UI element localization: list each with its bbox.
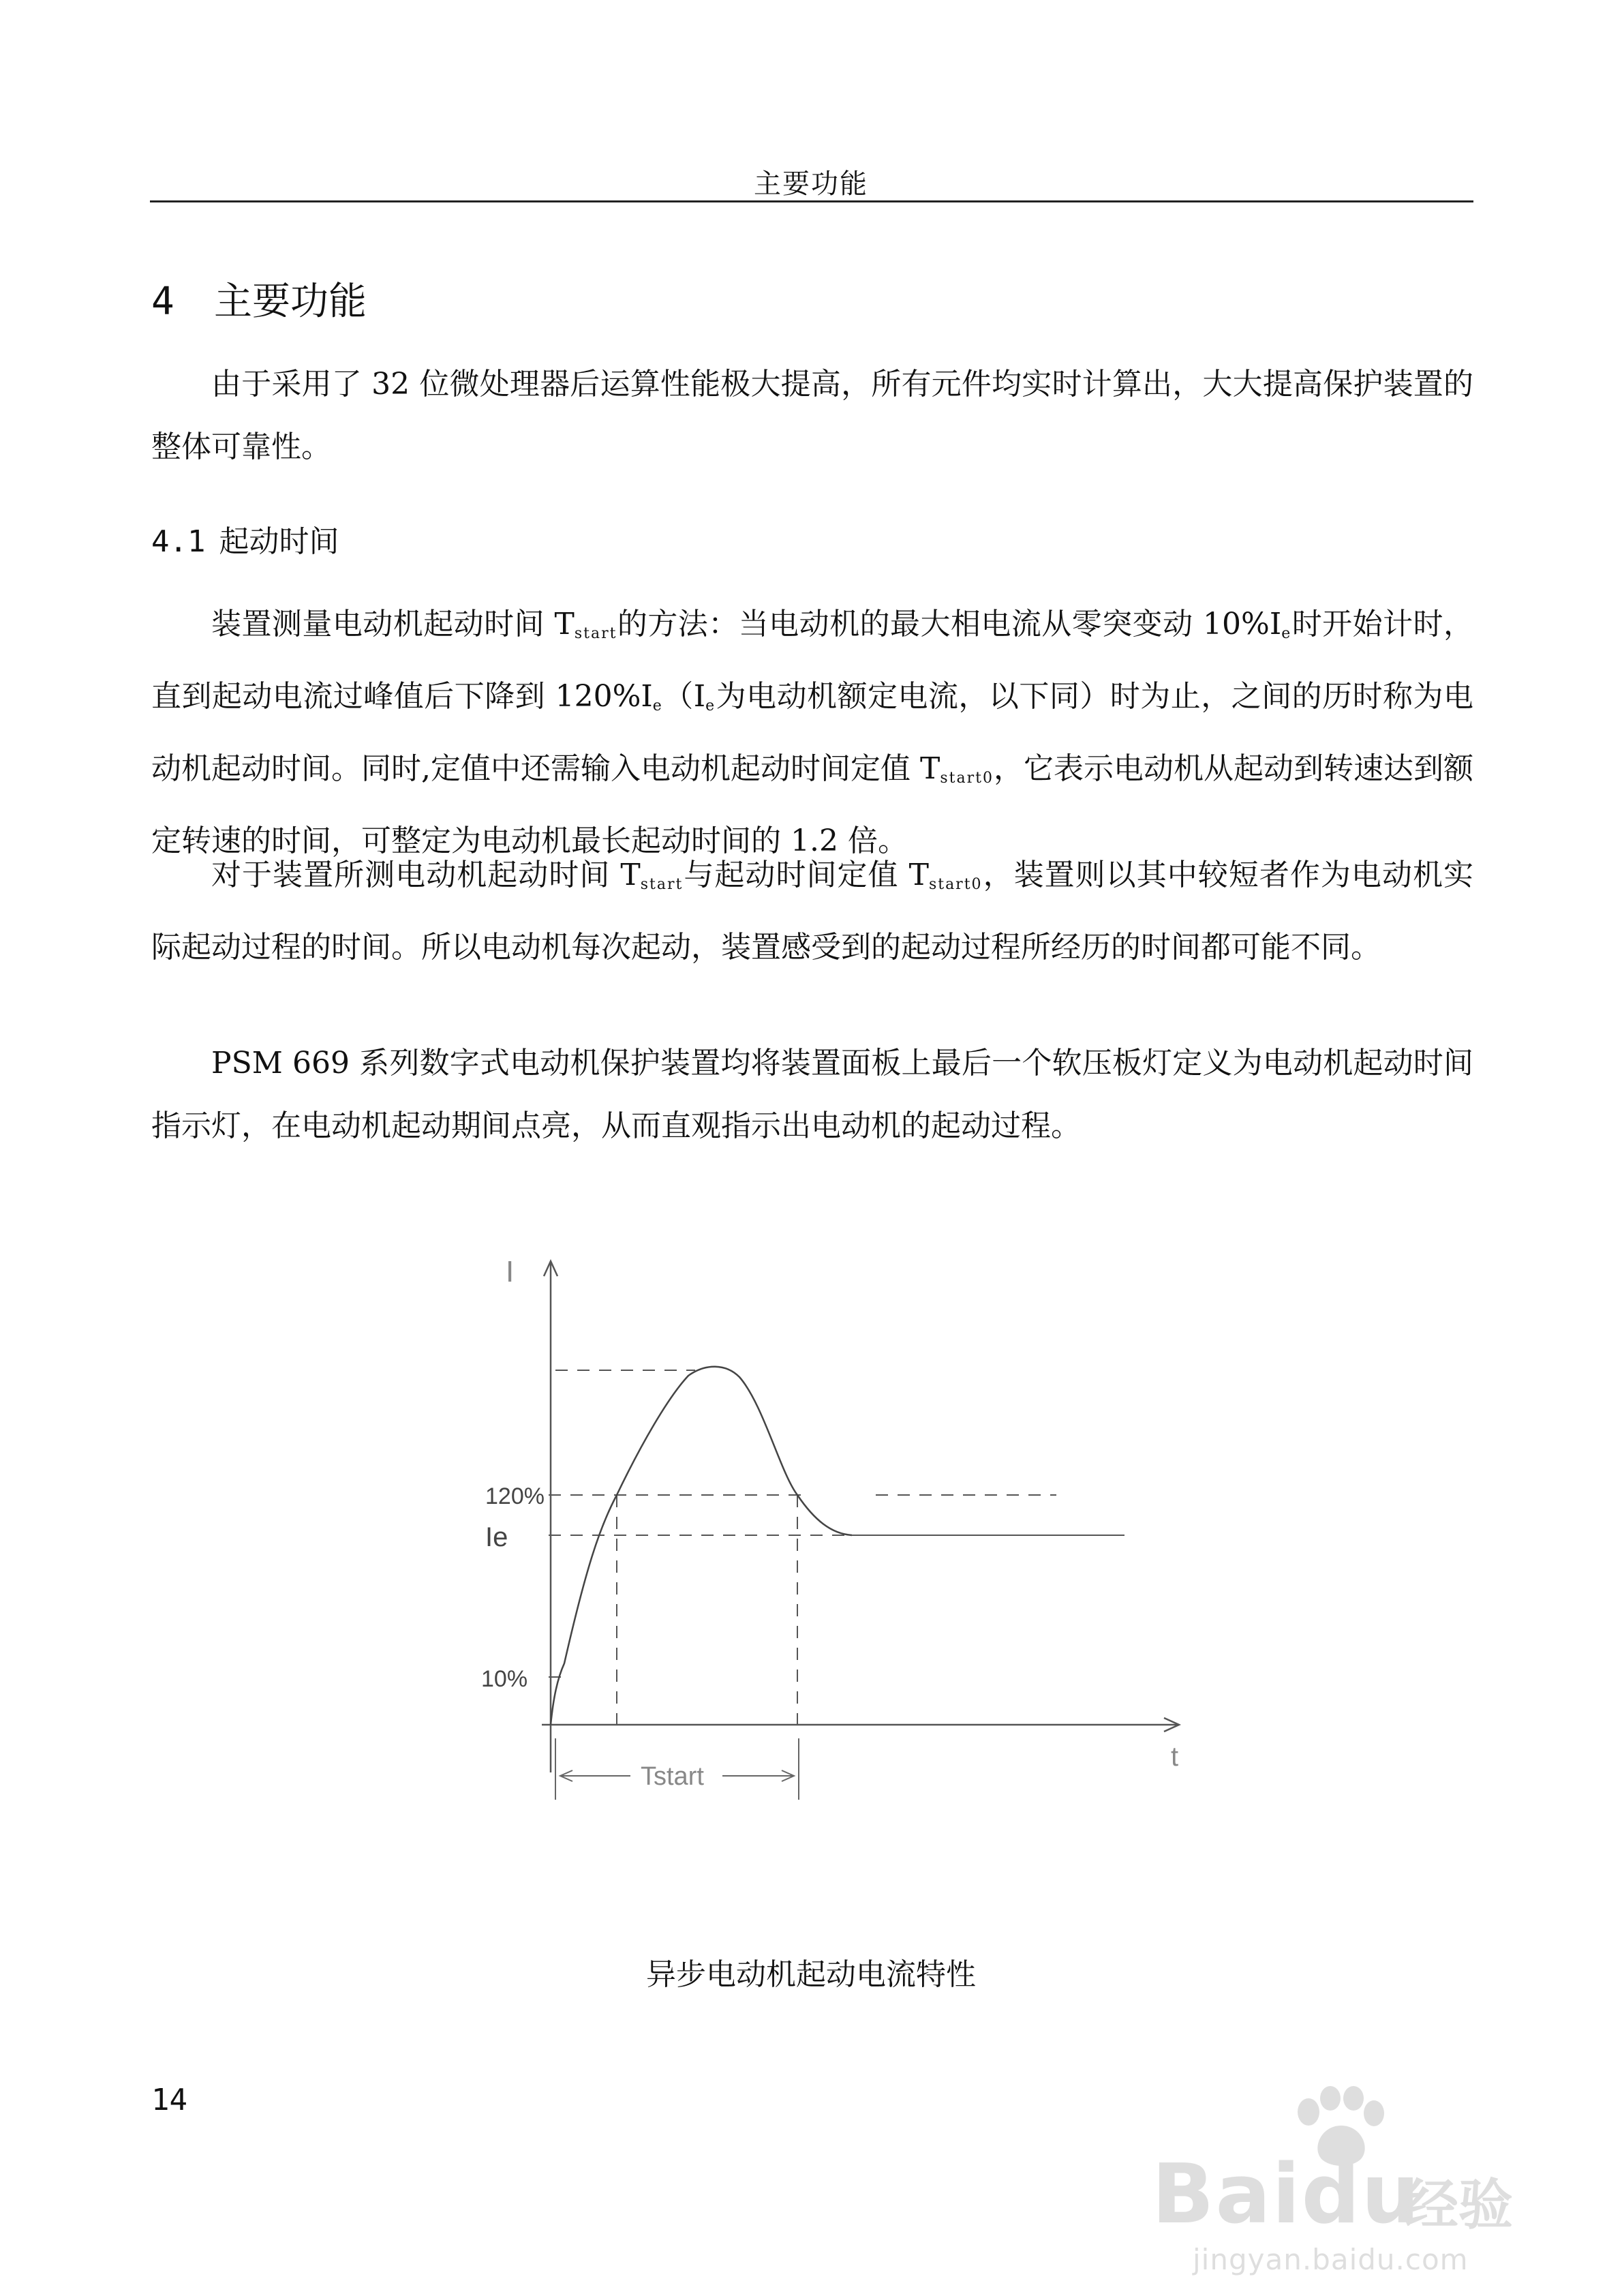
p2-sub-a: start xyxy=(640,876,684,893)
paragraph-indicator: PSM 669 系列数字式电动机保护装置均将装置面板上最后一个软压板灯定义为电动机起动时间指示灯，在电动机起动期间点亮，从而直观指示出电动机的起动过程。 xyxy=(151,1046,1473,1143)
baidu-logo-du: du xyxy=(1301,2147,1421,2242)
jingyan-text: 经验 xyxy=(1404,2173,1513,2237)
subsection-title-text: 起动时间 xyxy=(219,524,339,559)
startup-current-figure xyxy=(450,1234,1213,1820)
p1-sub-c: e xyxy=(652,697,663,714)
p2-sub-b: start0 xyxy=(928,876,983,893)
page-number: 14 xyxy=(151,2083,187,2117)
p1-text-b: 的方法：当电动机的最大相电流从零突变动 10%I xyxy=(617,607,1282,641)
p1-text-a: 装置测量电动机起动时间 T xyxy=(211,607,575,641)
section-title xyxy=(151,271,367,326)
subsection-number: 4.1 xyxy=(151,524,206,559)
p1-text-e: 为电动机额定电流，以下同）时为止，之间的历时称为电动机起动时间。同时,定值中还需输入电动机起动时间定值 T xyxy=(151,679,1473,786)
paragraph-start-time xyxy=(151,593,1473,873)
baidu-logo-bai: Bai xyxy=(1152,2147,1302,2242)
p2-text-b: 与起动时间定值 T xyxy=(683,858,929,892)
header-rule xyxy=(150,200,1473,202)
p1-sub-e: start0 xyxy=(940,770,994,787)
p1-text-f: ，它表示电动机从起动到转速达到额定转速的时间，可整定为电动机最长起动时间的 1.2 倍。 xyxy=(151,751,1473,858)
baidu-logo xyxy=(1152,2147,1421,2242)
tstart-label: Tstart xyxy=(641,1762,704,1791)
p1-sub-b: e xyxy=(1281,625,1292,642)
subsection-title xyxy=(151,517,339,560)
running-header: 主要功能 xyxy=(754,168,868,200)
section-title-text: 主要功能 xyxy=(214,280,367,324)
y-axis-label: I xyxy=(506,1255,515,1288)
p1-sub-a: start xyxy=(574,625,617,642)
paragraph-compare xyxy=(151,844,1473,979)
startup-current-curve xyxy=(551,1367,852,1725)
label-10-percent: 10% xyxy=(481,1666,528,1692)
label-120-percent: 120% xyxy=(485,1483,545,1509)
baidu-jingyan-watermark xyxy=(1152,2086,1574,2277)
p1-text-d: （I xyxy=(662,679,706,714)
p1-text-c: 时开始计时，直到起动电流过峰值后下降到 120%I xyxy=(151,607,1473,714)
x-axis-label: t xyxy=(1171,1742,1179,1772)
p2-text-c: ，装置则以其中较短者作为电动机实际起动过程的时间。所以电动机每次起动，装置感受到的起动过程所经历的时间都可能不同。 xyxy=(151,858,1473,965)
p2-text-a: 对于装置所测电动机起动时间 T xyxy=(211,858,641,892)
label-ie: Ie xyxy=(485,1522,508,1552)
intro-paragraph: 由于采用了 32 位微处理器后运算性能极大提高，所有元件均实时计算出，大大提高保护装置的整体可靠性。 xyxy=(151,367,1473,464)
p1-sub-d: e xyxy=(705,697,716,714)
figure-caption: 异步电动机起动电流特性 xyxy=(646,1957,976,1992)
watermark-url: jingyan.baidu.com xyxy=(1193,2243,1469,2276)
section-number: 4 xyxy=(151,280,174,324)
